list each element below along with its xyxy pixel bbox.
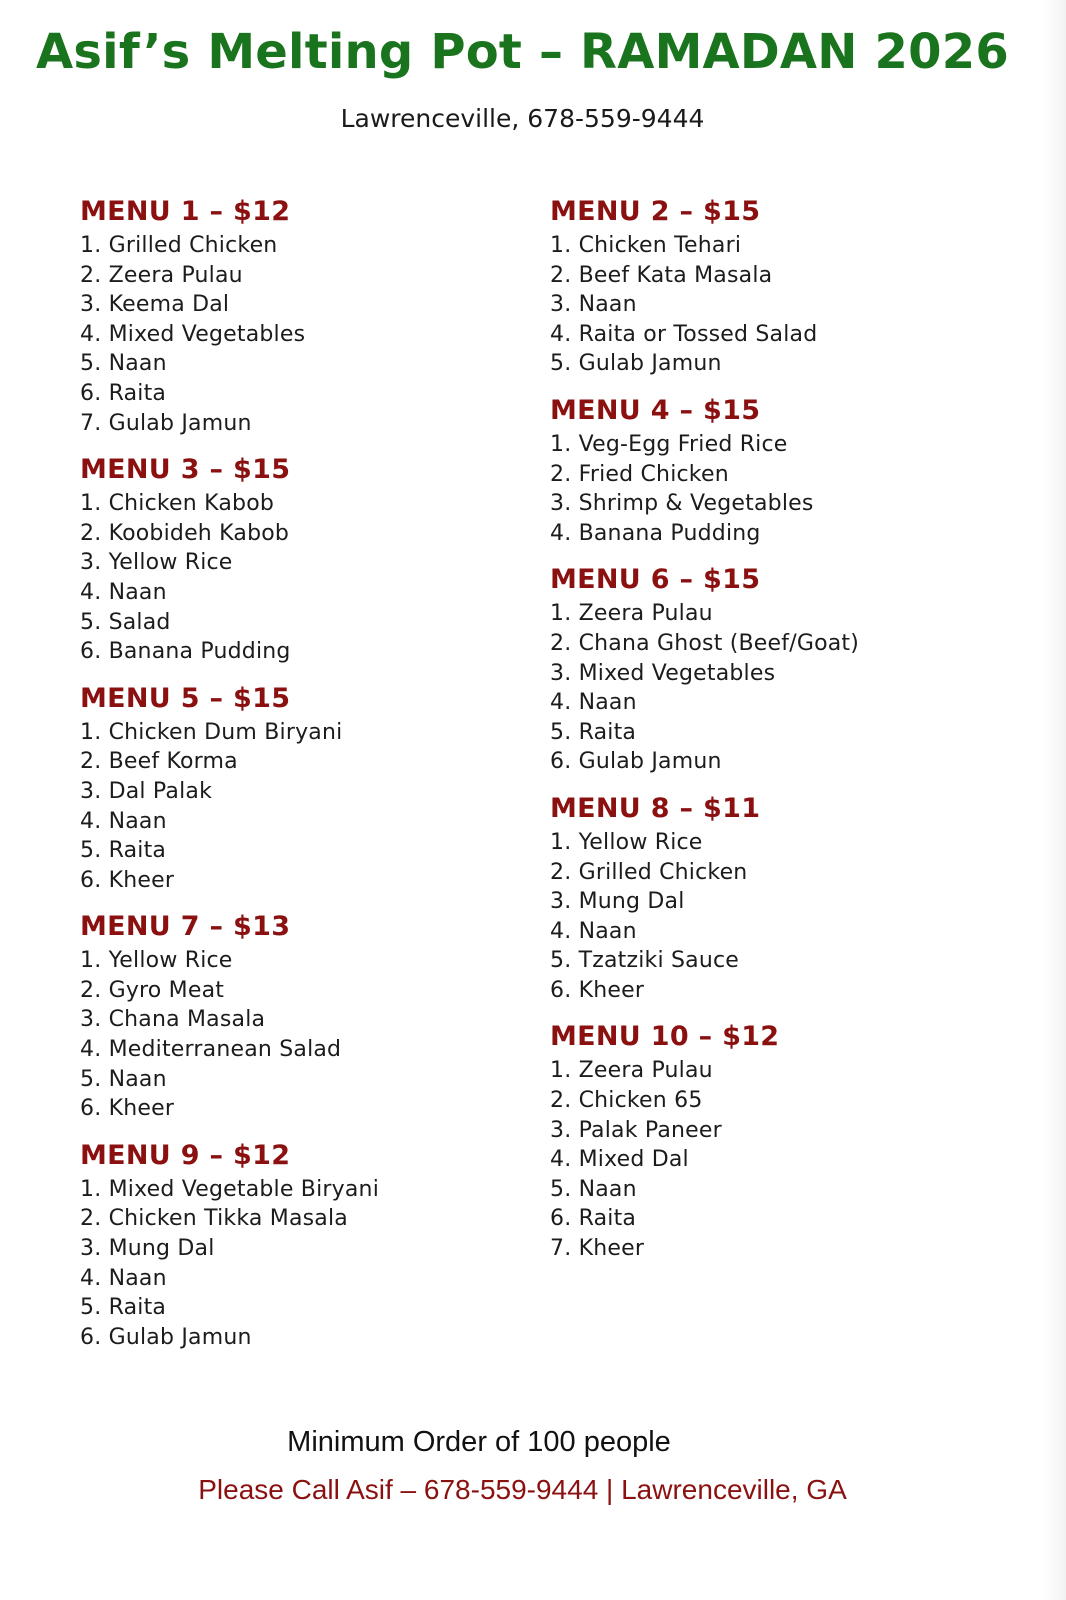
- menu-item: 4. Banana Pudding: [550, 520, 761, 546]
- menu-item: 5. Naan: [550, 1176, 637, 1202]
- menu-item: 6. Kheer: [80, 867, 175, 893]
- menu-item: 5. Raita: [80, 1295, 167, 1321]
- menu-item-list: [550, 599, 1000, 777]
- menu-section: [80, 453, 530, 667]
- menu-item: 3. Palak Paneer: [550, 1117, 722, 1143]
- menu-item-list: [80, 946, 530, 1124]
- menu-item: 4. Raita or Tossed Salad: [550, 321, 818, 347]
- menu-item-list: [80, 718, 530, 896]
- menu-item: 3. Chana Masala: [80, 1007, 266, 1033]
- menu-item: 5. Naan: [80, 1066, 167, 1092]
- menu-heading: MENU 3 – $15: [80, 454, 291, 486]
- menu-item-list: [80, 231, 530, 438]
- menu-item-list: [550, 1056, 1000, 1263]
- menu-item: 1. Yellow Rice: [550, 829, 703, 855]
- menu-item: 4. Mixed Dal: [550, 1147, 689, 1173]
- menu-item: 6. Kheer: [550, 977, 645, 1003]
- menu-item: 2. Beef Kata Masala: [550, 262, 773, 288]
- minimum-order-note: Minimum Order of 100 people: [287, 1426, 671, 1458]
- menu-section: [80, 1139, 530, 1353]
- menu-item: 2. Beef Korma: [80, 749, 238, 775]
- menu-heading: MENU 9 – $12: [80, 1139, 291, 1171]
- menu-item: 4. Naan: [80, 1265, 167, 1291]
- menu-item: 7. Gulab Jamun: [80, 410, 252, 436]
- menu-item: 5. Salad: [80, 609, 171, 635]
- contact-line: Please Call Asif – 678-559-9444 | Lawrenceville, GA: [198, 1474, 847, 1505]
- menu-heading: MENU 2 – $15: [550, 196, 761, 227]
- menu-item: 4. Naan: [80, 579, 167, 605]
- menu-item: 5. Naan: [80, 351, 167, 377]
- menu-item: 2. Chana Ghost (Beef/Goat): [550, 630, 860, 656]
- menu-item-list: [550, 828, 1000, 1006]
- menu-item: 1. Grilled Chicken: [80, 233, 278, 258]
- menu-section: [550, 195, 1000, 379]
- menu-item: 3. Naan: [550, 292, 637, 318]
- menu-item: 1. Yellow Rice: [80, 948, 233, 974]
- menu-item: 1. Chicken Dum Biryani: [80, 719, 343, 745]
- menu-item: 1. Veg-Egg Fried Rice: [550, 431, 788, 457]
- menu-item: 5. Tzatziki Sauce: [550, 948, 740, 974]
- menu-item: 5. Raita: [550, 719, 637, 745]
- menu-item: 4. Naan: [550, 918, 637, 944]
- menu-heading: MENU 7 – $13: [80, 911, 291, 943]
- menu-heading: MENU 1 – $12: [80, 196, 291, 227]
- menu-item: 3. Mixed Vegetables: [550, 660, 776, 686]
- menu-item: 6. Raita: [80, 380, 167, 406]
- menu-section: [550, 394, 1000, 548]
- menu-item-list: [550, 430, 1000, 548]
- menu-item-list: [80, 1175, 530, 1353]
- menu-section: [550, 1020, 1000, 1263]
- menu-item: 1. Chicken Kabob: [80, 491, 275, 517]
- menu-item: 3. Yellow Rice: [80, 550, 233, 576]
- menu-item: 2. Grilled Chicken: [550, 859, 748, 885]
- menu-heading: MENU 8 – $11: [550, 792, 761, 824]
- menu-item: 5. Raita: [80, 838, 167, 864]
- page-title: Asif’s Melting Pot – RAMADAN 2026: [36, 24, 1009, 80]
- menu-heading: MENU 5 – $15: [80, 682, 291, 714]
- menu-item: 7. Kheer: [550, 1236, 645, 1262]
- menu-item: 6. Gulab Jamun: [550, 749, 722, 775]
- menu-section: [80, 682, 530, 896]
- menu-item-list: [550, 231, 1000, 379]
- menu-heading: MENU 4 – $15: [550, 394, 761, 426]
- menu-section: [550, 792, 1000, 1006]
- menu-item: 6. Banana Pudding: [80, 639, 291, 665]
- menu-item: 6. Raita: [550, 1206, 637, 1232]
- menu-item: 3. Shrimp & Vegetables: [550, 491, 814, 517]
- menu-column-left: [80, 195, 530, 1367]
- menu-item: 6. Gulab Jamun: [80, 1324, 252, 1350]
- location-phone: Lawrenceville, 678-559-9444: [340, 104, 705, 133]
- menu-item: 2. Koobideh Kabob: [80, 520, 290, 546]
- menu-section: [80, 195, 530, 438]
- menu-item: 1. Chicken Tehari: [550, 233, 742, 258]
- menu-item: 2. Zeera Pulau: [80, 262, 243, 288]
- menu-heading: MENU 6 – $15: [550, 564, 761, 596]
- menu-item: 5. Gulab Jamun: [550, 351, 722, 377]
- menu-item: 2. Fried Chicken: [550, 461, 729, 487]
- menu-item: 4. Naan: [80, 808, 167, 834]
- menu-item: 6. Kheer: [80, 1096, 175, 1122]
- menu-section: [80, 910, 530, 1124]
- menu-item: 3. Mung Dal: [550, 889, 685, 915]
- menu-item: 4. Naan: [550, 690, 637, 716]
- menu-item: 3. Dal Palak: [80, 778, 213, 804]
- menu-column-right: [550, 195, 1000, 1279]
- menu-item: 2. Chicken 65: [550, 1088, 703, 1114]
- menu-item: 1. Zeera Pulau: [550, 601, 713, 627]
- menu-item: 1. Mixed Vegetable Biryani: [80, 1176, 380, 1202]
- menu-item: 3. Keema Dal: [80, 292, 230, 318]
- menu-item: 3. Mung Dal: [80, 1236, 215, 1262]
- menu-item: 1. Zeera Pulau: [550, 1058, 713, 1084]
- menu-item: 4. Mediterranean Salad: [80, 1037, 342, 1063]
- menu-heading: MENU 10 – $12: [550, 1021, 780, 1053]
- menu-item: 2. Gyro Meat: [80, 977, 225, 1003]
- menu-section: [550, 563, 1000, 777]
- menu-item-list: [80, 489, 530, 667]
- menu-item: 4. Mixed Vegetables: [80, 321, 306, 347]
- menu-item: 2. Chicken Tikka Masala: [80, 1206, 348, 1232]
- page-edge-shadow: [1044, 0, 1066, 1600]
